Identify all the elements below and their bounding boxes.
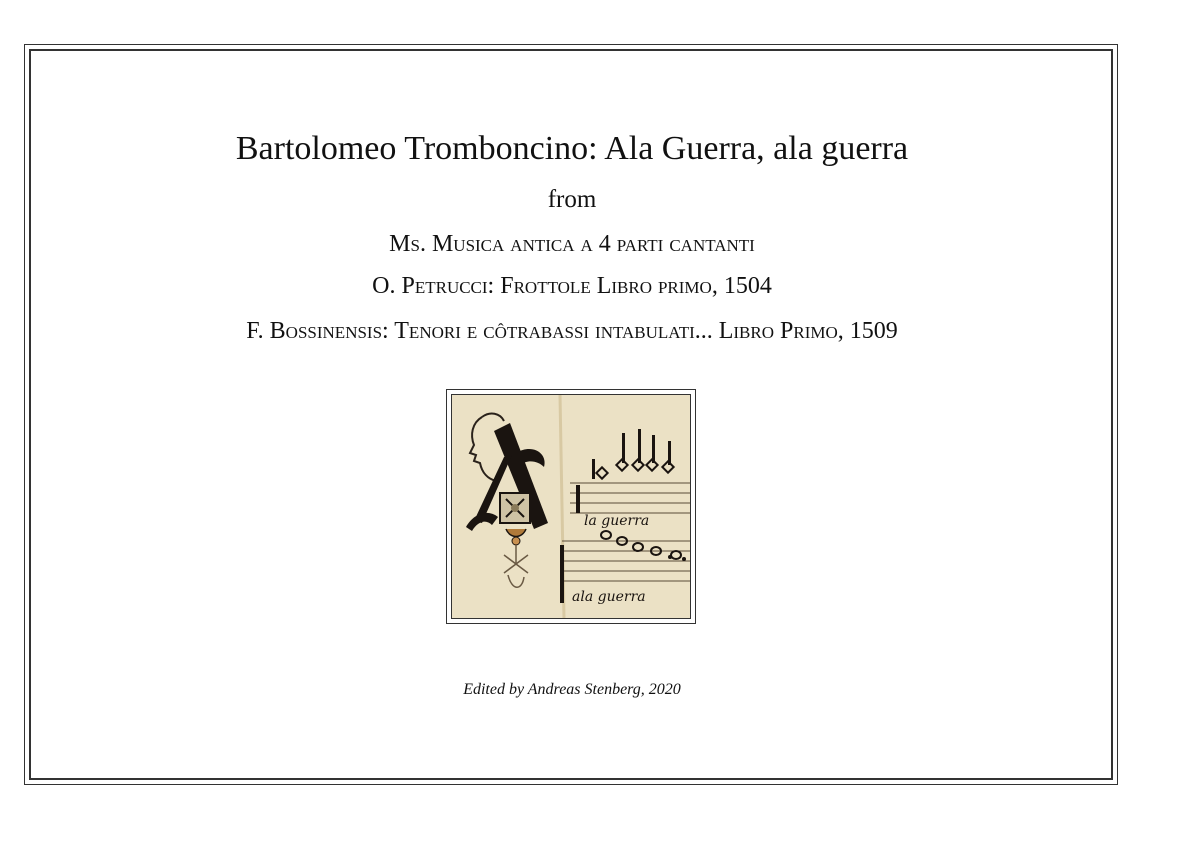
manuscript-lyric-1: la guerra	[584, 513, 650, 529]
source-bossinensis: F. Bossinensis: Tenori e côtrabassi intabulati... Libro Primo, 1509	[246, 318, 898, 344]
manuscript-lyric-2: ala guerra	[572, 589, 646, 605]
manuscript-image-frame	[446, 389, 696, 624]
from-label: from	[547, 186, 597, 213]
manuscript-image	[451, 394, 691, 619]
source-manuscript: Ms. Musica antica a 4 parti cantanti	[389, 231, 755, 257]
editor-credit: Edited by Andreas Stenberg, 2020	[463, 681, 681, 698]
page-border-outer	[24, 44, 1118, 785]
source-petrucci: O. Petrucci: Frottole Libro primo, 1504	[372, 273, 772, 299]
page-title: Bartolomeo Tromboncino: Ala Guerra, ala guerra	[235, 130, 909, 167]
manuscript-illustration	[452, 395, 690, 618]
